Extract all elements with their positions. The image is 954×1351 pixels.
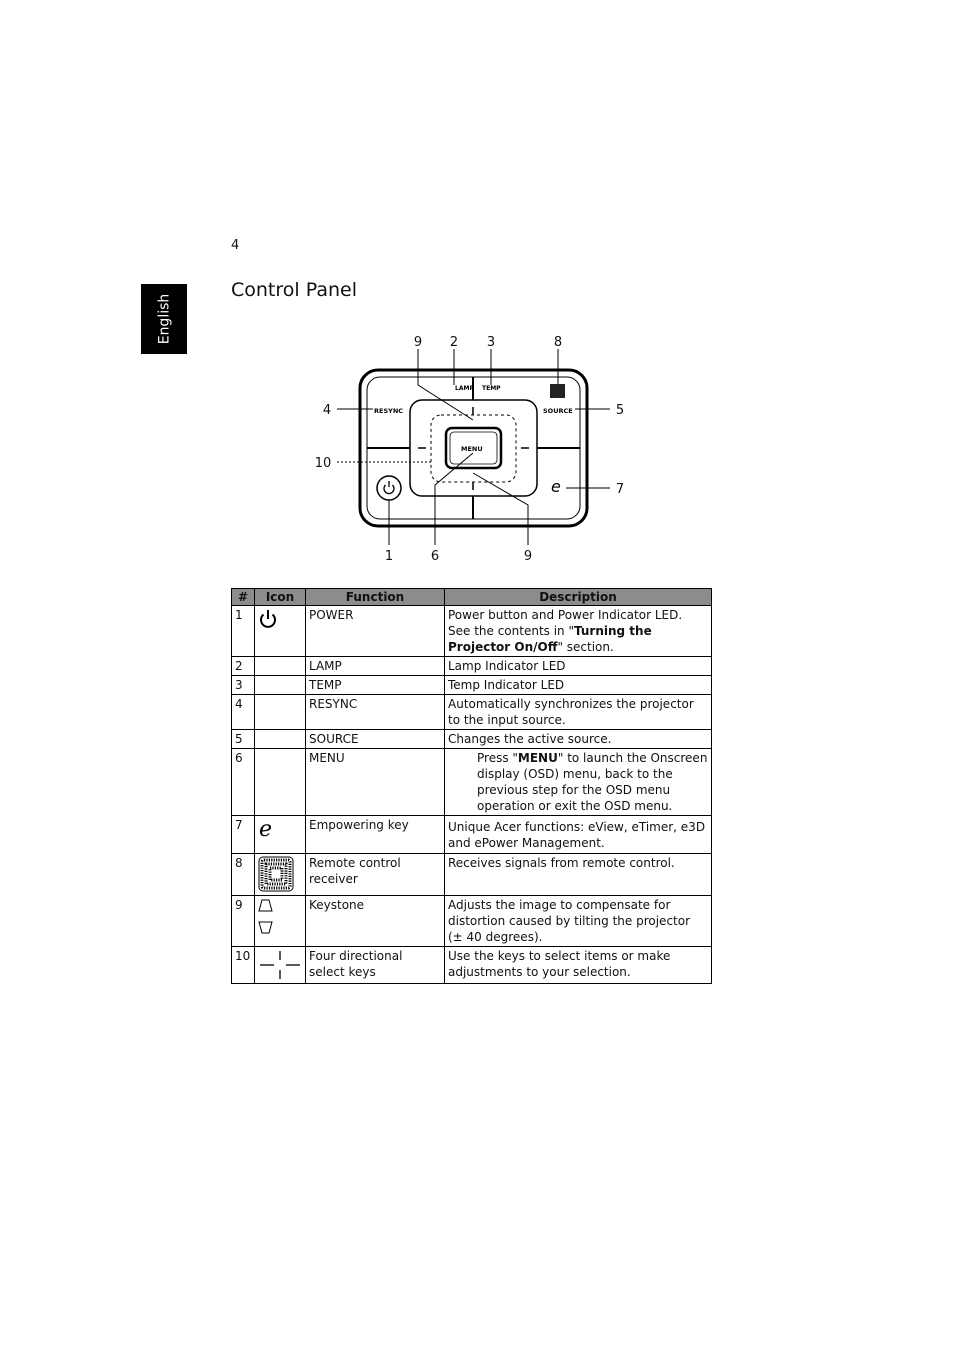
row-description: Power button and Power Indicator LED. See the contents in "Turning the Projector On/Off" section. (445, 606, 712, 657)
section-title: Control Panel (231, 279, 357, 301)
callout-6: 6 (430, 549, 440, 564)
row-num: 9 (232, 896, 255, 947)
row-function: TEMP (306, 676, 445, 695)
control-panel-diagram (300, 325, 640, 570)
row-description: Temp Indicator LED (445, 676, 712, 695)
callout-2: 2 (449, 335, 459, 350)
power-button (377, 476, 401, 500)
row-description: Adjusts the image to compensate for distortion caused by tilting the projector (± 40 degrees). (445, 896, 712, 947)
row-function: MENU (306, 749, 445, 816)
callout-3: 3 (486, 335, 496, 350)
svg-text:e: e (259, 818, 273, 840)
menu-label: MENU (461, 445, 483, 453)
row-function: POWER (306, 606, 445, 657)
row-num: 7 (232, 816, 255, 854)
row-num: 10 (232, 947, 255, 984)
row-icon-empty (255, 695, 306, 730)
table-row (232, 730, 712, 749)
header-function: Function (306, 589, 445, 606)
callout-4: 4 (322, 403, 332, 418)
row-description: Lamp Indicator LED (445, 657, 712, 676)
row-description: Use the keys to select items or make adjustments to your selection. (445, 947, 712, 984)
row-num: 2 (232, 657, 255, 676)
directional-keys-icon (255, 947, 306, 984)
row-function: Keystone (306, 896, 445, 947)
callout-9-top: 9 (413, 335, 423, 350)
callout-10: 10 (314, 456, 332, 471)
callout-8: 8 (553, 335, 563, 350)
empowering-key-icon (255, 816, 306, 854)
row-num: 1 (232, 606, 255, 657)
empowering-key: e (551, 477, 561, 496)
control-table (231, 588, 712, 984)
table-row (232, 657, 712, 676)
row-description: Automatically synchronizes the projector to the input source. (445, 695, 712, 730)
row-function: LAMP (306, 657, 445, 676)
table-row (232, 676, 712, 695)
row-description: Changes the active source. (445, 730, 712, 749)
row-icon-empty (255, 657, 306, 676)
callout-1: 1 (384, 549, 394, 564)
row-description: Receives signals from remote control. (445, 854, 712, 896)
row-num: 6 (232, 749, 255, 816)
table-header-row (232, 589, 712, 606)
row-num: 8 (232, 854, 255, 896)
row-icon-empty (255, 676, 306, 695)
header-icon: Icon (255, 589, 306, 606)
table-row (232, 606, 712, 657)
table-row (232, 816, 712, 854)
header-num: # (232, 589, 255, 606)
row-description: Unique Acer functions: eView, eTimer, e3D and ePower Management. (445, 816, 712, 854)
table-row (232, 947, 712, 984)
source-label: SOURCE (543, 407, 573, 415)
row-function: RESYNC (306, 695, 445, 730)
row-function: Empowering key (306, 816, 445, 854)
table-row (232, 896, 712, 947)
callout-9-bottom: 9 (523, 549, 533, 564)
row-icon-empty (255, 730, 306, 749)
row-num: 3 (232, 676, 255, 695)
row-num: 5 (232, 730, 255, 749)
row-function: Remote control receiver (306, 854, 445, 896)
row-icon-empty (255, 749, 306, 816)
page-number: 4 (231, 238, 240, 253)
callout-7: 7 (615, 482, 625, 497)
remote-receiver (550, 384, 565, 398)
remote-receiver-icon (255, 854, 306, 896)
resync-label: RESYNC (374, 407, 404, 415)
lamp-label: LAMP (455, 385, 474, 392)
table-row (232, 854, 712, 896)
callout-5: 5 (615, 403, 625, 418)
power-icon (255, 606, 306, 657)
row-function: Four directional select keys (306, 947, 445, 984)
row-num: 4 (232, 695, 255, 730)
table-row (232, 695, 712, 730)
language-tab-label: English (156, 293, 172, 345)
row-description: Press "MENU" to launch the Onscreen display (OSD) menu, back to the previous step for the OSD menu operation or exit the OSD menu. (445, 749, 712, 816)
language-tab (141, 284, 187, 354)
row-function: SOURCE (306, 730, 445, 749)
table-row (232, 749, 712, 816)
temp-label: TEMP (482, 385, 501, 392)
header-description: Description (445, 589, 712, 606)
keystone-icon (255, 896, 306, 947)
